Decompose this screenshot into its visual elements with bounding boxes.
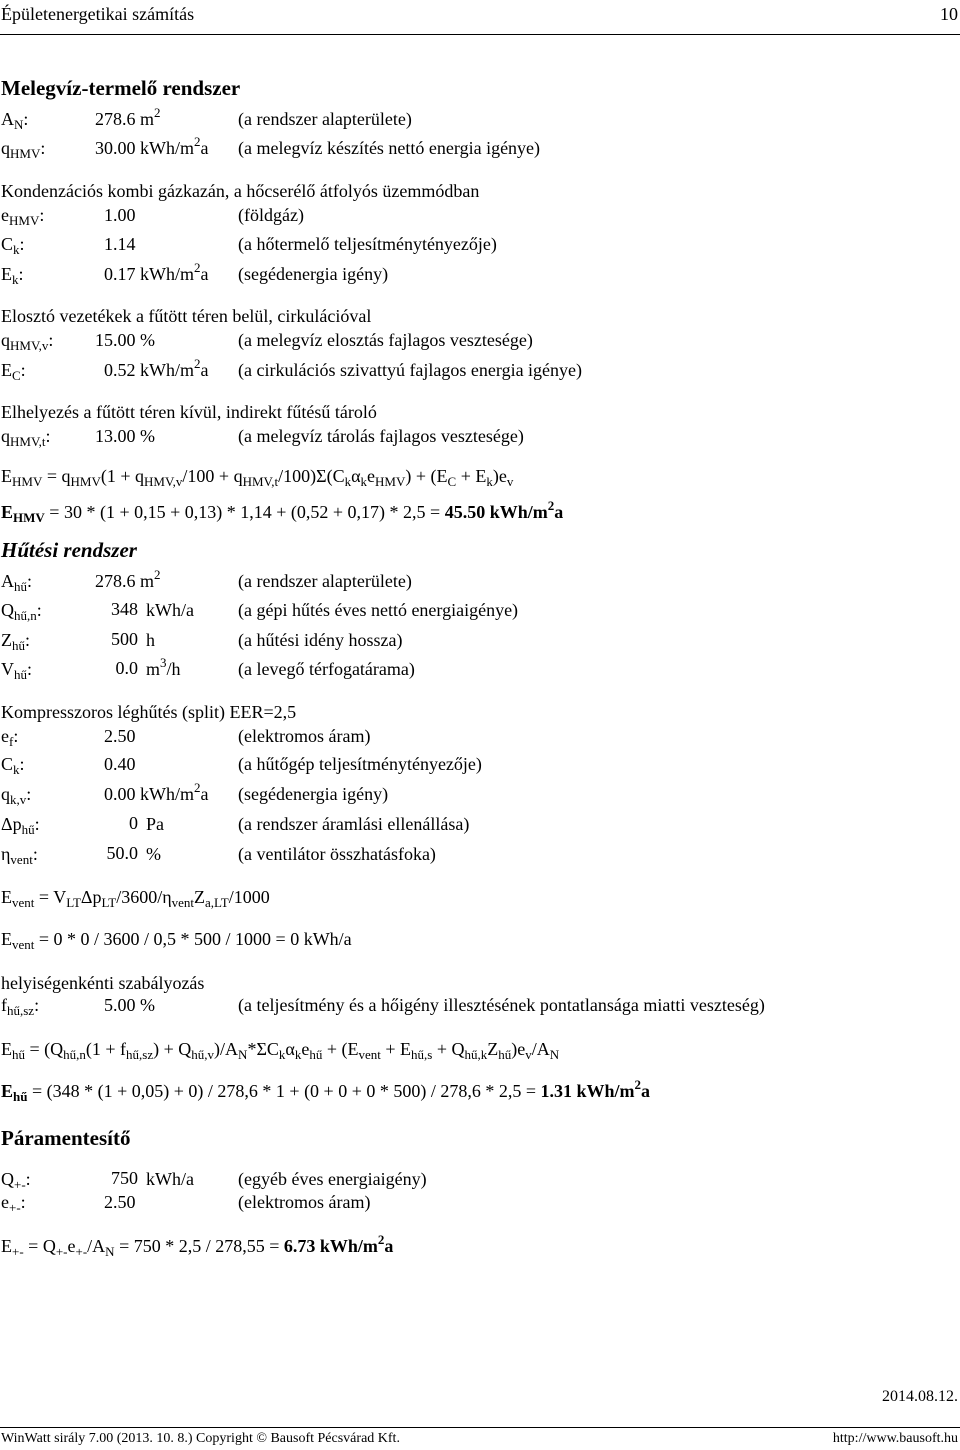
row-ehmv: $e_{HMV}$: — [1, 205, 45, 228]
row-dp: $\Delta p_{hű}$: — [1, 814, 40, 837]
row-vhu: $V_{hű}$: — [1, 659, 33, 682]
row-ahu: $A_{hű}$: — [1, 571, 33, 594]
row-e-pm: $e_{+-}$: — [1, 1192, 26, 1215]
row-an: $A_N$: — [1, 109, 29, 132]
row-qkv: $q_{k,v}$: — [1, 784, 32, 807]
footer-url: http://www.bausoft.hu — [832, 1431, 958, 1446]
row-qv: $q_{HMV,v}$: — [1, 330, 54, 353]
result-ehmv: $E_{HMV} = 30 * (1 + 0,15 + 0,13) * 1,14 + (0,52 + 0,17) * 2,5 = 45.50$ kWh/$m^2a$ — [1, 498, 564, 525]
generator-title: Kondenzációs kombi gázkazán, a hőcserélő átfolyós üzemmódban — [1, 181, 480, 201]
row-zhu: $Z_{hű}$: — [1, 630, 31, 653]
section-title-cooling: Hűtési rendszer — [1, 538, 137, 562]
document-title: Épületenergetikai számítás — [1, 4, 195, 24]
row-ek: $E_k$: — [1, 264, 24, 287]
row-qt: $q_{HMV,t}$: — [1, 426, 51, 449]
page-header — [0, 0, 960, 35]
row-cooling-ck: $C_k$: — [1, 754, 25, 777]
result-event: $E_{vent} = 0 * 0 / 3600 / 0,5 * 500 / 1000 = 0$ kWh/a — [1, 929, 352, 952]
row-q-pm: $Q_{+-}$: — [1, 1169, 31, 1192]
page-number: 10 — [940, 4, 958, 24]
storage-title: Elhelyezés a fűtött téren kívül, indirekt fűtésű tároló — [1, 402, 377, 422]
row-qhun: $Q_{hű,n}$: — [1, 600, 42, 623]
section-title-dehumidifier: Páramentesítő — [1, 1126, 131, 1150]
formula-event: $E_{vent} = V_{LT}\Delta p_{LT}/3600/\eta_{vent}Z_{a,LT}/1000$ — [1, 887, 270, 910]
row-qhmv: $q_{HMV}$: — [1, 138, 46, 161]
cooling-generator-title: Kompresszoros léghűtés (split) EER=2,5 — [1, 702, 297, 722]
result-ehu: $E_{hű} = (348 * (1 + 0,05) + 0) / 278,6 * 1 + (0 + 0 + 0 * 500) / 278,6 * 2,5 = 1.31$ kWh/$m^2a$ — [1, 1077, 651, 1104]
page-footer — [0, 1427, 960, 1450]
row-fsz: $f_{hű,sz}$: — [1, 995, 40, 1018]
formula-ehmv: $E_{HMV} = q_{HMV}(1 + q_{HMV,v}/100 + q_{HMV,t}/100)\Sigma(C_k\alpha_ke_{HMV}) + (E_C + E_k)e_v$ — [1, 466, 514, 489]
formula-ehu: $E_{hű} = (Q_{hű,n}(1 + f_{hű,sz}) + Q_{hű,v})/A_N*\Sigma C_k\alpha_ke_{hű} + (E_{vent} + E_{hű,s} + Q_{hű,k}Z_{hű})e_v/A_N$ — [1, 1039, 560, 1062]
footer-copyright: WinWatt sirály 7.00 (2013. 10. 8.) Copyright © Bausoft Pécsvárad Kft. — [1, 1431, 400, 1446]
row-eta: $\eta_{vent}$: — [1, 844, 38, 867]
row-ef: $e_f$: — [1, 726, 19, 749]
regulation-title: helyiségenkénti szabályozás — [1, 973, 205, 993]
row-ec: $E_C$: — [1, 360, 26, 383]
section-title-hmv: Melegvíz-termelő rendszer — [1, 76, 241, 100]
document-date: 2014.08.12. — [882, 1388, 958, 1405]
result-epm: $E_{+-} = Q_{+-}e_{+-}/A_N = 750 * 2,5 / 278,55 = 6.73$ kWh/$m^2a$ — [1, 1232, 394, 1259]
row-ck: $C_k$: — [1, 234, 25, 257]
distribution-title: Elosztó vezetékek a fűtött téren belül, cirkulációval — [1, 306, 372, 326]
